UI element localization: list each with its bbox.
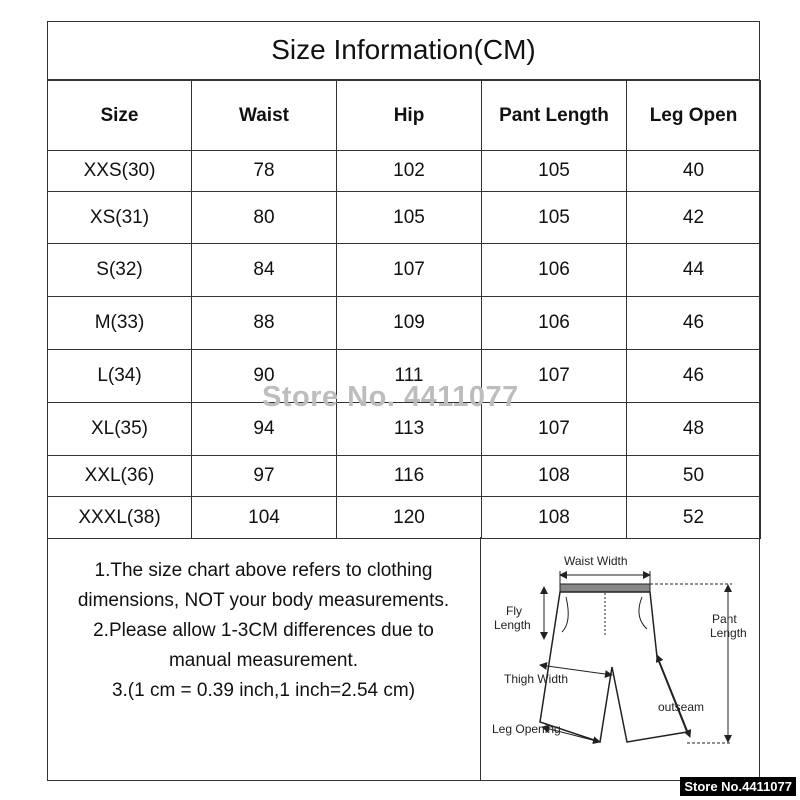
store-watermark: Store No. 4411077 xyxy=(262,381,519,413)
note-line: dimensions, NOT your body measurements. xyxy=(77,590,450,611)
table-cell: 78 xyxy=(192,151,337,192)
header-pant-length: Pant Length xyxy=(482,81,627,151)
table-cell: 80 xyxy=(192,192,337,244)
label-leg-opening: Leg Opening xyxy=(492,722,561,736)
table-cell: 105 xyxy=(482,192,627,244)
table-row xyxy=(48,297,761,350)
note-line: 2.Please allow 1-3CM differences due to xyxy=(93,620,434,641)
table-cell: 106 xyxy=(482,244,627,297)
table-cell: 108 xyxy=(482,497,627,539)
table-cell: 42 xyxy=(627,192,761,244)
table-header-row xyxy=(48,81,761,151)
header-size: Size xyxy=(48,81,192,151)
table-cell: L(34) xyxy=(48,350,192,403)
table-cell: S(32) xyxy=(48,244,192,297)
measurement-diagram xyxy=(482,537,760,781)
label-outseam: outseam xyxy=(658,700,705,714)
table-cell: 107 xyxy=(482,403,627,456)
table-cell: 105 xyxy=(337,192,482,244)
table-cell: 111 xyxy=(337,350,482,403)
label-thigh-width: Thigh Width xyxy=(504,672,569,686)
table-row xyxy=(48,151,761,192)
table-cell: 113 xyxy=(337,403,482,456)
header-waist: Waist xyxy=(192,81,337,151)
label-waist-width: Waist Width xyxy=(564,554,628,568)
table-cell: 105 xyxy=(482,151,627,192)
table-cell: 50 xyxy=(627,456,761,497)
table-cell: 104 xyxy=(192,497,337,539)
table-cell: XXS(30) xyxy=(48,151,192,192)
table-cell: 107 xyxy=(337,244,482,297)
notes-panel xyxy=(47,537,481,781)
label-pant: Pant xyxy=(712,612,737,626)
table-row xyxy=(48,244,761,297)
table-cell: 44 xyxy=(627,244,761,297)
table-cell: 106 xyxy=(482,297,627,350)
table-cell: 116 xyxy=(337,456,482,497)
header-leg-open: Leg Open xyxy=(627,81,761,151)
table-cell: 46 xyxy=(627,350,761,403)
table-cell: 48 xyxy=(627,403,761,456)
note-line: manual measurement. xyxy=(168,650,359,671)
table-cell: 108 xyxy=(482,456,627,497)
table-cell: XS(31) xyxy=(48,192,192,244)
table-row xyxy=(48,497,761,539)
table-cell: 97 xyxy=(192,456,337,497)
table-cell: XL(35) xyxy=(48,403,192,456)
footer-store-label: Store No.4411077 xyxy=(680,777,796,796)
table-cell: 102 xyxy=(337,151,482,192)
header-hip: Hip xyxy=(337,81,482,151)
table-row xyxy=(48,456,761,497)
table-row xyxy=(48,192,761,244)
table-cell: M(33) xyxy=(48,297,192,350)
pants-diagram-icon xyxy=(482,537,760,781)
table-cell: 109 xyxy=(337,297,482,350)
note-line: 3.(1 cm = 0.39 inch,1 inch=2.54 cm) xyxy=(111,680,416,701)
table-cell: 46 xyxy=(627,297,761,350)
label-fly-length: Length xyxy=(494,618,531,632)
table-cell: 120 xyxy=(337,497,482,539)
table-cell: XXXL(38) xyxy=(48,497,192,539)
table-cell: 94 xyxy=(192,403,337,456)
size-table xyxy=(47,80,761,539)
chart-title: Size Information(CM) xyxy=(47,21,760,80)
table-cell: 40 xyxy=(627,151,761,192)
table-cell: 84 xyxy=(192,244,337,297)
label-fly: Fly xyxy=(506,604,522,618)
table-cell: 52 xyxy=(627,497,761,539)
table-cell: 88 xyxy=(192,297,337,350)
table-cell: 90 xyxy=(192,350,337,403)
table-cell: 107 xyxy=(482,350,627,403)
label-pant-length: Length xyxy=(710,626,747,640)
note-line: 1.The size chart above refers to clothing xyxy=(94,560,433,581)
table-cell: XXL(36) xyxy=(48,456,192,497)
